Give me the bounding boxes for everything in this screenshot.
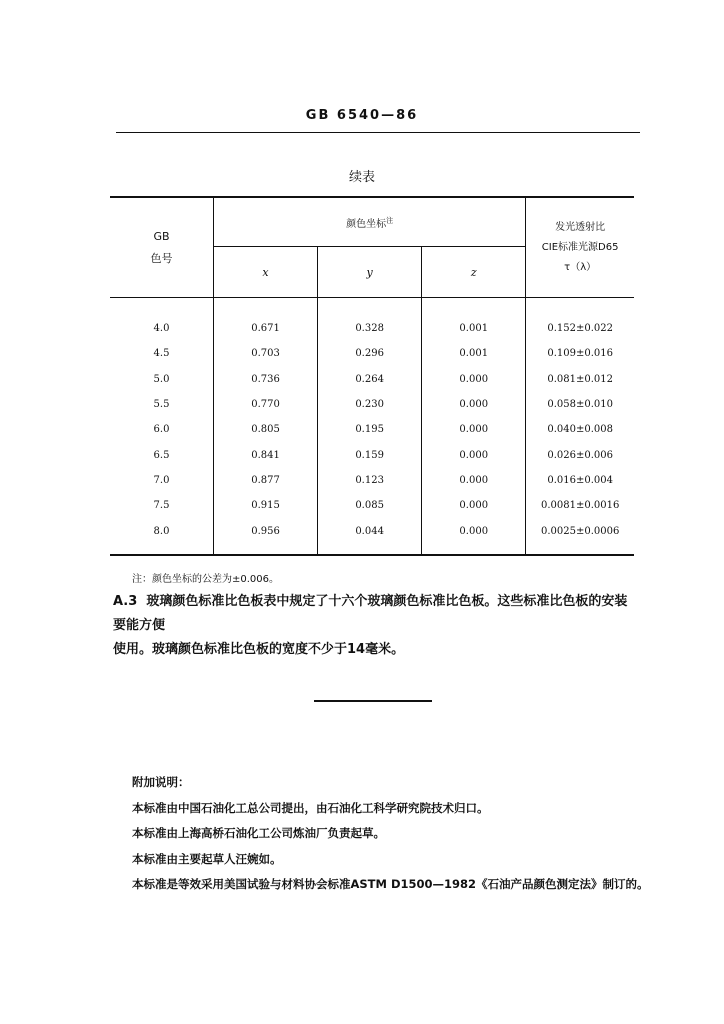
cell-z: 0.001	[422, 298, 526, 342]
appendix-line: 本标准由中国石油化工总公司提出，由石油化工科学研究院技术归口。	[132, 800, 489, 815]
table-row	[110, 417, 634, 442]
cell-z: 0.000	[422, 493, 526, 518]
col-x-header: x	[213, 247, 317, 298]
color-data-table	[110, 196, 634, 556]
cell-x: 0.805	[213, 417, 317, 442]
table-row	[110, 468, 634, 493]
col-coord-note-mark: 注	[386, 216, 394, 225]
cell-x: 0.770	[213, 392, 317, 417]
cell-gb: 6.0	[110, 417, 213, 442]
cell-z: 0.000	[422, 392, 526, 417]
cell-gb: 6.5	[110, 442, 213, 467]
col-trans-line2: CIE标准光源D65	[541, 241, 619, 253]
cell-y: 0.296	[318, 341, 422, 366]
cell-transmittance: 0.058±0.010	[547, 399, 613, 411]
cell-gb: 7.0	[110, 468, 213, 493]
cell-transmittance: 0.0081±0.0016	[540, 500, 620, 512]
cell-z: 0.000	[422, 468, 526, 493]
appendix-title: 附加说明：	[132, 775, 190, 789]
cell-x: 0.877	[213, 468, 317, 493]
standard-code-header: GB 6540—86	[305, 108, 419, 123]
col-z-header: z	[422, 247, 526, 298]
appendix-line: 本标准由主要起草人汪婉如。	[132, 851, 282, 866]
table-row	[110, 518, 634, 554]
cell-x: 0.956	[213, 518, 317, 554]
col-y-header: y	[318, 247, 422, 298]
col-trans-line1: 发光透射比	[555, 221, 606, 233]
table-row	[110, 367, 634, 392]
cell-transmittance: 0.109±0.016	[547, 348, 613, 360]
cell-transmittance: 0.040±0.008	[547, 424, 613, 436]
col-transmittance-header	[526, 197, 634, 298]
cell-x: 0.841	[213, 442, 317, 467]
cell-y: 0.230	[318, 392, 422, 417]
col-gb-header	[110, 197, 213, 298]
cell-transmittance: 0.016±0.004	[547, 474, 613, 486]
col-coord-header	[213, 197, 525, 247]
section-text-line1: 玻璃颜色标准比色板表中规定了十六个玻璃颜色标准比色板。这些标准比色板的安装要能方便	[113, 594, 628, 633]
table-caption: 续表	[348, 170, 375, 185]
col-gb-line2: 色号	[150, 251, 173, 265]
cell-gb: 5.0	[110, 367, 213, 392]
cell-x: 0.915	[213, 493, 317, 518]
appendix-notes	[132, 770, 672, 898]
cell-y: 0.123	[318, 468, 422, 493]
cell-z: 0.000	[422, 442, 526, 467]
cell-gb: 7.5	[110, 493, 213, 518]
cell-transmittance: 0.152±0.022	[547, 323, 613, 335]
cell-gb: 4.5	[110, 341, 213, 366]
header-rule	[116, 132, 640, 133]
table-row	[110, 392, 634, 417]
section-text-line2: 使用。玻璃颜色标准比色板的宽度不少于14毫米。	[113, 642, 405, 657]
cell-transmittance: 0.081±0.012	[547, 373, 613, 385]
cell-y: 0.159	[318, 442, 422, 467]
cell-gb: 5.5	[110, 392, 213, 417]
cell-transmittance: 0.0025±0.0006	[540, 525, 620, 537]
appendix-line: 本标准是等效采用美国试验与材料协会标准ASTM D1500—1982《石油产品颜色测定法》制订的。	[132, 877, 649, 891]
table-footnote: 注：颜色坐标的公差为±0.006。	[132, 574, 280, 585]
cell-y: 0.328	[318, 298, 422, 342]
section-divider	[314, 700, 432, 702]
cell-y: 0.264	[318, 367, 422, 392]
cell-x: 0.736	[213, 367, 317, 392]
table-row	[110, 442, 634, 467]
section-a3	[113, 590, 640, 662]
cell-z: 0.000	[422, 367, 526, 392]
cell-x: 0.703	[213, 341, 317, 366]
cell-y: 0.044	[318, 518, 422, 554]
cell-gb: 4.0	[110, 298, 213, 342]
cell-y: 0.085	[318, 493, 422, 518]
table-row	[110, 493, 634, 518]
table-row	[110, 341, 634, 366]
cell-z: 0.000	[422, 417, 526, 442]
table-row	[110, 298, 634, 342]
cell-x: 0.671	[213, 298, 317, 342]
appendix-line: 本标准由上海高桥石油化工公司炼油厂负责起草。	[132, 826, 385, 840]
cell-y: 0.195	[318, 417, 422, 442]
col-gb-line1: GB	[153, 229, 170, 243]
cell-z: 0.001	[422, 341, 526, 366]
col-coord-label: 颜色坐标	[346, 218, 387, 230]
cell-transmittance: 0.026±0.006	[547, 449, 613, 461]
col-trans-line3: τ（λ）	[564, 261, 597, 273]
cell-z: 0.000	[422, 518, 526, 554]
cell-gb: 8.0	[110, 518, 213, 554]
section-number: A.3	[113, 594, 138, 609]
